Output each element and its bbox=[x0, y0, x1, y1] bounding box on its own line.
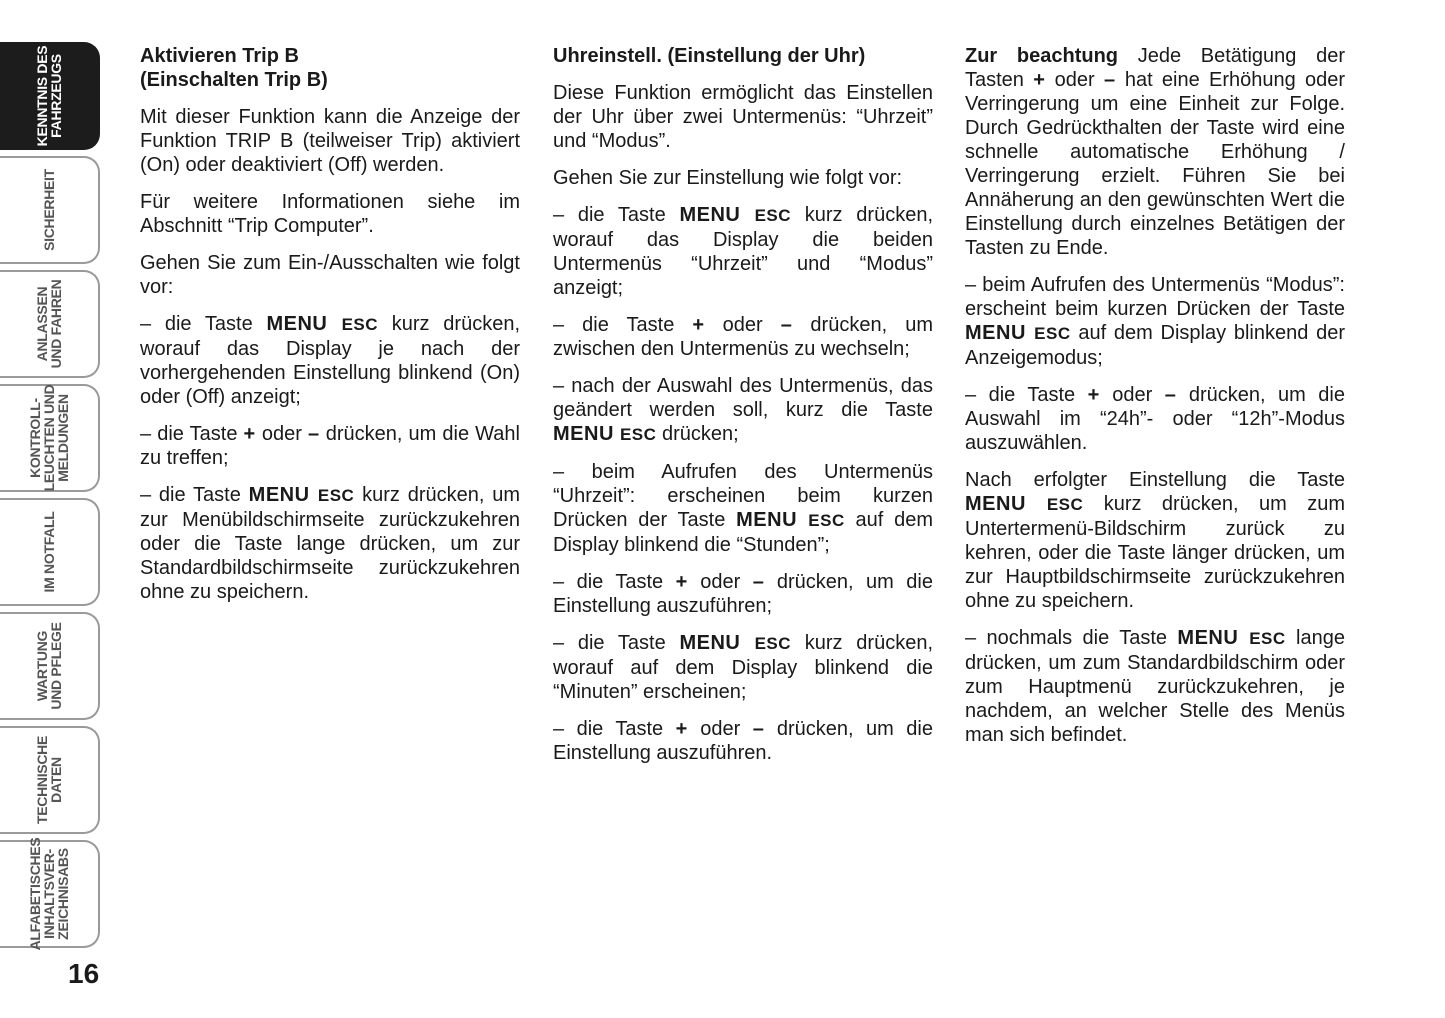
text: – die Taste bbox=[553, 718, 676, 740]
minus-key: – bbox=[307, 423, 320, 445]
text: – nach der Auswahl des Untermenüs, das geändert werden soll, kurz die Taste bbox=[553, 375, 933, 421]
paragraph bbox=[140, 483, 520, 604]
heading-line: Aktivieren Trip B bbox=[140, 45, 299, 67]
minus-key: – bbox=[780, 314, 793, 336]
text: oder bbox=[687, 571, 753, 593]
text: auf dem Display blinkend der Anzeigemodus; bbox=[965, 322, 1345, 369]
text: drücken, um die Auswahl im “24h”- oder “12h”-Modus auszuwählen. bbox=[965, 384, 1345, 454]
paragraph bbox=[965, 626, 1345, 747]
key-esc: ESC bbox=[808, 511, 845, 530]
paragraph bbox=[553, 460, 933, 557]
minus-key: – bbox=[1164, 384, 1177, 406]
text: oder bbox=[255, 423, 308, 445]
text: auf dem Display blinkend die “Stunden”; bbox=[553, 509, 933, 556]
plus-key: + bbox=[243, 423, 256, 445]
tab-label: KENNTNIS DES FAHRZEUGS bbox=[34, 45, 64, 147]
text: drücken, um die Einstellung auszuführen. bbox=[553, 718, 933, 764]
tab-label: WARTUNG UND PFLEGE bbox=[34, 622, 64, 710]
menu-esc-key bbox=[249, 484, 355, 506]
tab-alfabetisches-inhaltsverzeichnis[interactable] bbox=[0, 837, 100, 951]
key-esc: ESC bbox=[317, 486, 355, 505]
menu-esc-key bbox=[679, 204, 791, 226]
paragraph bbox=[965, 44, 1345, 260]
tab-sicherheit[interactable] bbox=[0, 156, 100, 264]
column-hinweise bbox=[965, 44, 1345, 760]
key-menu: MENU bbox=[553, 423, 614, 445]
menu-esc-key bbox=[736, 509, 845, 531]
key-menu: MENU bbox=[248, 484, 310, 506]
note-label: Zur beachtung bbox=[965, 45, 1119, 67]
text: – die Taste bbox=[140, 484, 249, 506]
paragraph bbox=[553, 570, 933, 618]
text: – die Taste bbox=[140, 313, 267, 335]
tab-wartung-und-pflege[interactable] bbox=[0, 612, 100, 720]
plus-key: + bbox=[1087, 384, 1100, 406]
menu-esc-key bbox=[679, 632, 791, 654]
tab-kenntnis-des-fahrzeugs[interactable] bbox=[0, 42, 100, 150]
minus-key: – bbox=[1103, 69, 1116, 91]
text: Jede Betätigung der Tasten bbox=[965, 45, 1345, 91]
section-heading: Uhreinstell. (Einstellung der Uhr) bbox=[553, 45, 866, 67]
text: – die Taste bbox=[553, 204, 680, 226]
key-menu: MENU bbox=[266, 313, 328, 335]
paragraph: Diese Funktion ermöglicht das Einstellen der Uhr über zwei Untermenüs: “Uhrzeit” und “Modus”. bbox=[553, 82, 933, 152]
text: oder bbox=[704, 314, 781, 336]
page-number: 16 bbox=[68, 958, 100, 989]
key-menu: MENU bbox=[1177, 627, 1239, 649]
text: oder bbox=[1045, 69, 1104, 91]
paragraph bbox=[140, 312, 520, 409]
text: drücken, um zwischen den Untermenüs zu wechseln; bbox=[553, 314, 933, 360]
column-uhreinstellung bbox=[553, 44, 933, 778]
text: drücken; bbox=[656, 423, 739, 445]
paragraph bbox=[553, 313, 933, 361]
text: hat eine Erhöhung oder Verringerung um eine Einheit zur Folge. Durch Gedrückthalten der Taste wird eine schnelle automatische Erhöhung / Verringerung erzielt. Führen Sie bei Annäherung an den gewünschten Wert die Einstellung durch einzelnes Betätigen der Tasten zu Ende. bbox=[965, 69, 1346, 259]
plus-key: + bbox=[675, 571, 688, 593]
paragraph bbox=[965, 383, 1345, 455]
tab-technische-daten[interactable] bbox=[0, 726, 100, 834]
section-heading bbox=[140, 44, 520, 92]
heading-line: (Einschalten Trip B) bbox=[140, 69, 328, 91]
key-menu: MENU bbox=[736, 509, 798, 531]
menu-esc-key bbox=[965, 493, 1083, 515]
menu-esc-key bbox=[1177, 627, 1285, 649]
tab-label: ALFABETISCHES INHALTSVER- ZEICHNISABS bbox=[27, 837, 71, 951]
text: oder bbox=[1099, 384, 1165, 406]
key-esc: ESC bbox=[1046, 495, 1084, 514]
minus-key: – bbox=[752, 718, 765, 740]
key-menu: MENU bbox=[679, 632, 741, 654]
tab-label: SICHERHEIT bbox=[41, 169, 57, 251]
tab-label: KONTROLL- LEUCHTEN UND MELDUNGEN bbox=[27, 384, 71, 492]
tab-label: ANLASSEN UND FAHREN bbox=[34, 279, 64, 369]
text: – die Taste bbox=[553, 314, 693, 336]
minus-key: – bbox=[752, 571, 765, 593]
column-trip-b bbox=[140, 44, 520, 617]
paragraph bbox=[965, 468, 1345, 613]
text: oder bbox=[687, 718, 753, 740]
text: – beim Aufrufen des Untermenüs “Modus”: erscheint beim kurzen Drücken der Taste bbox=[965, 274, 1345, 320]
key-menu: MENU bbox=[965, 322, 1026, 344]
key-menu: MENU bbox=[965, 493, 1026, 515]
text: Nach erfolgter Einstellung die Taste bbox=[965, 469, 1345, 491]
plus-key: + bbox=[692, 314, 705, 336]
key-esc: ESC bbox=[619, 425, 657, 444]
text: – die Taste bbox=[553, 632, 680, 654]
tab-kontrollleuchten-und-meldungen[interactable] bbox=[0, 384, 100, 492]
plus-key: + bbox=[675, 718, 688, 740]
tab-label: IM NOTFALL bbox=[41, 511, 57, 593]
text: – nochmals die Taste bbox=[965, 627, 1178, 649]
key-esc: ESC bbox=[1249, 629, 1286, 648]
paragraph bbox=[553, 203, 933, 300]
key-esc: ESC bbox=[754, 634, 792, 653]
key-esc: ESC bbox=[1034, 324, 1071, 343]
text: – beim Aufrufen des Untermenüs “Uhrzeit”: erscheinen beim kurzen Drücken der Taste bbox=[553, 461, 933, 531]
text: kurz drücken, um zur Menübildschirmseite zurückzukehren oder die Taste lange drücken, um zur Standardbildschirmseite zurückzukehren ohne zu speichern. bbox=[140, 484, 520, 603]
paragraph bbox=[140, 422, 520, 470]
text: kurz drücken, um zum Untertermenü-Bildschirm zurück zu kehren, oder die Taste länger drücken, um zur Hauptbildschirmseite zurückzukehren ohne zu speichern. bbox=[965, 493, 1345, 612]
paragraph: Gehen Sie zum Ein-/Ausschalten wie folgt vor: bbox=[140, 252, 520, 298]
key-esc: ESC bbox=[341, 315, 379, 334]
paragraph bbox=[553, 717, 933, 765]
plus-key: + bbox=[1033, 69, 1046, 91]
text: – die Taste bbox=[965, 384, 1088, 406]
tab-anlassen-und-fahren[interactable] bbox=[0, 270, 100, 378]
tab-im-notfall[interactable] bbox=[0, 498, 100, 606]
tab-label: TECHNISCHE DATEN bbox=[34, 735, 64, 825]
text: kurz drücken, worauf auf dem Display blinkend die “Minuten” erscheinen; bbox=[553, 632, 933, 703]
text: kurz drücken, worauf das Display je nach der vorhergehenden Einstellung blinkend (On) oder (Off) anzeigt; bbox=[140, 313, 520, 408]
text: kurz drücken, worauf das Display die beiden Untermenüs “Uhrzeit” und “Modus” anzeigt; bbox=[553, 204, 933, 299]
paragraph bbox=[553, 631, 933, 704]
menu-esc-key bbox=[553, 423, 656, 445]
key-menu: MENU bbox=[679, 204, 741, 226]
text: – die Taste bbox=[140, 423, 244, 445]
text: – die Taste bbox=[553, 571, 676, 593]
text: lange drücken, um zum Standardbildschirm oder zum Hauptmenü zurückzukehren, je nachdem, an welcher Stelle des Menüs man sich befindet. bbox=[965, 627, 1345, 746]
paragraph bbox=[553, 374, 933, 447]
paragraph: Gehen Sie zur Einstellung wie folgt vor: bbox=[553, 167, 903, 189]
menu-esc-key bbox=[965, 322, 1071, 344]
menu-esc-key bbox=[266, 313, 378, 335]
paragraph: Für weitere Informationen siehe im Abschnitt “Trip Computer”. bbox=[140, 191, 520, 237]
paragraph bbox=[965, 273, 1345, 370]
key-esc: ESC bbox=[754, 206, 792, 225]
paragraph: Mit dieser Funktion kann die Anzeige der Funktion TRIP B (teilweiser Trip) aktiviert (On) oder deaktiviert (Off) werden. bbox=[140, 106, 520, 176]
text: drücken, um die Einstellung auszuführen; bbox=[553, 571, 933, 617]
text: drücken, um die Wahl zu treffen; bbox=[140, 423, 520, 469]
